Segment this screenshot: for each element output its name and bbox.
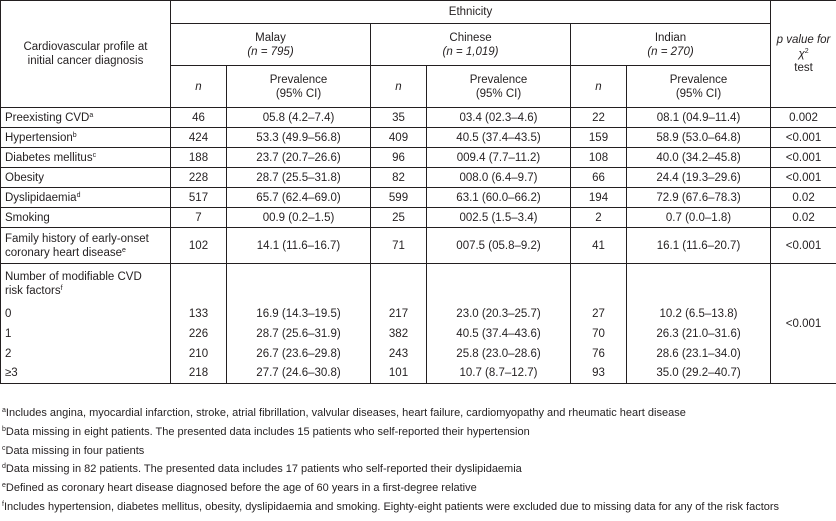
cell-prevalence: 009.4 (7.7–11.2) xyxy=(427,148,571,168)
row-label: Smoking xyxy=(1,208,171,228)
cell-prevalence: 72.9 (67.6–78.3) xyxy=(627,188,771,208)
row-label: ≥3 xyxy=(1,364,171,384)
cell-n: 70 xyxy=(571,324,627,344)
row-label: Hypertension$^b$ xyxy=(1,128,171,148)
cell-prevalence: 05.8 (4.2–7.4) xyxy=(227,108,371,128)
cell-p-value: 0.02 xyxy=(771,188,836,208)
cell-n: 517 xyxy=(171,188,227,208)
cell-n: 382 xyxy=(371,324,427,344)
cell-n: 188 xyxy=(171,148,227,168)
footnote: $^c$Data missing in four patients xyxy=(2,444,145,457)
table-header xyxy=(1,1,836,108)
cell-prevalence: 25.8 (23.0–28.6) xyxy=(427,344,571,364)
cell-n: 22 xyxy=(571,108,627,128)
profile-column-header: Cardiovascular profile at initial cancer diagnosis xyxy=(1,1,171,108)
cell-prevalence: 28.7 (25.5–31.8) xyxy=(227,168,371,188)
cell-prevalence: 23.0 (20.3–25.7) xyxy=(427,304,571,324)
row-label: Diabetes mellitus$^c$ xyxy=(1,148,171,168)
cell-prevalence: 27.7 (24.6–30.8) xyxy=(227,364,371,384)
cell-n: 25 xyxy=(371,208,427,228)
cell-n: 93 xyxy=(571,364,627,384)
cell-prevalence: 00.9 (0.2–1.5) xyxy=(227,208,371,228)
footnote: $^b$Data missing in eight patients. The presented data includes 15 patients who self-reported their hypertension xyxy=(2,425,530,438)
row-label: 2 xyxy=(1,344,171,364)
cell-n: 228 xyxy=(171,168,227,188)
cell-n: 66 xyxy=(571,168,627,188)
cell-n: 217 xyxy=(371,304,427,324)
cell-prevalence: 008.0 (6.4–9.7) xyxy=(427,168,571,188)
cell-n: 108 xyxy=(571,148,627,168)
cell-p-value: <0.001 xyxy=(771,228,836,264)
cell-n: 599 xyxy=(371,188,427,208)
footnote: $^f$Includes hypertension, diabetes mellitus, obesity, dyslipidaemia and smoking. Eighty-eight patients were excluded due to missing data for any of the risk factors xyxy=(2,500,780,513)
cell-prevalence: 40.5 (37.4–43.5) xyxy=(427,128,571,148)
row-label: 0 xyxy=(1,304,171,324)
cell-p-value: <0.001 xyxy=(771,128,836,148)
table-row xyxy=(1,208,836,228)
row-label: Dyslipidaemia$^d$ xyxy=(1,188,171,208)
table-footnotes xyxy=(2,403,834,516)
group-header-malay: Malay (n = 795) xyxy=(171,24,371,66)
cell-prevalence: 0.7 (0.0–1.8) xyxy=(627,208,771,228)
cell-n: 210 xyxy=(171,344,227,364)
cell-n: 71 xyxy=(371,228,427,264)
cell-n: 409 xyxy=(371,128,427,148)
cell-n: 96 xyxy=(371,148,427,168)
table-body xyxy=(1,108,836,384)
cell-prevalence: 10.2 (6.5–13.8) xyxy=(627,304,771,324)
cell-prevalence: 53.3 (49.9–56.8) xyxy=(227,128,371,148)
table-row xyxy=(1,304,836,324)
ethnicity-header: Ethnicity xyxy=(171,1,771,24)
cell-prevalence: 40.0 (34.2–45.8) xyxy=(627,148,771,168)
cell-prevalence: 14.1 (11.6–16.7) xyxy=(227,228,371,264)
cell-prevalence: 65.7 (62.4–69.0) xyxy=(227,188,371,208)
cell-p-value: <0.001 xyxy=(771,264,836,384)
table-row xyxy=(1,148,836,168)
cell-n: 82 xyxy=(371,168,427,188)
cell-prevalence: 16.1 (11.6–20.7) xyxy=(627,228,771,264)
cell-prevalence: 002.5 (1.5–3.4) xyxy=(427,208,571,228)
cell-prevalence: 40.5 (37.4–43.6) xyxy=(427,324,571,344)
table-row xyxy=(1,168,836,188)
prevalence-header-indian: Prevalence (95% CI) xyxy=(627,66,771,108)
cell-prevalence: 10.7 (8.7–12.7) xyxy=(427,364,571,384)
cell-n: 218 xyxy=(171,364,227,384)
cell-prevalence: 26.3 (21.0–31.6) xyxy=(627,324,771,344)
cell-prevalence: 08.1 (04.9–11.4) xyxy=(627,108,771,128)
cell-prevalence: 16.9 (14.3–19.5) xyxy=(227,304,371,324)
cell-n: 243 xyxy=(371,344,427,364)
prevalence-header-chinese: Prevalence (95% CI) xyxy=(427,66,571,108)
cell-prevalence: 23.7 (20.7–26.6) xyxy=(227,148,371,168)
table-row xyxy=(1,188,836,208)
row-label: Preexisting CVD$^a$ xyxy=(1,108,171,128)
table-row xyxy=(1,344,836,364)
cell-p-value: 0.002 xyxy=(771,108,836,128)
cell-n: 102 xyxy=(171,228,227,264)
p-value-header: p value for $\chi^2$ test xyxy=(771,1,836,108)
table-row-risk-factors-heading xyxy=(1,264,836,304)
n-header-chinese: n xyxy=(371,66,427,108)
prevalence-header-malay: Prevalence (95% CI) xyxy=(227,66,371,108)
cell-prevalence: 24.4 (19.3–29.6) xyxy=(627,168,771,188)
table-row-family-history xyxy=(1,228,836,264)
cell-n: 7 xyxy=(171,208,227,228)
cell-n: 101 xyxy=(371,364,427,384)
cell-prevalence: 26.7 (23.6–29.8) xyxy=(227,344,371,364)
n-header-malay: n xyxy=(171,66,227,108)
group-header-chinese: Chinese (n = 1,019) xyxy=(371,24,571,66)
row-label: Number of modifiable CVD risk factors$^f$ xyxy=(1,264,171,304)
cell-n: 41 xyxy=(571,228,627,264)
cell-n: 194 xyxy=(571,188,627,208)
cell-n: 226 xyxy=(171,324,227,344)
row-label: Obesity xyxy=(1,168,171,188)
group-header-indian: Indian (n = 270) xyxy=(571,24,771,66)
n-header-indian: n xyxy=(571,66,627,108)
table-row xyxy=(1,128,836,148)
cell-prevalence: 28.7 (25.6–31.9) xyxy=(227,324,371,344)
cell-p-value: <0.001 xyxy=(771,148,836,168)
cell-prevalence: 007.5 (05.8–9.2) xyxy=(427,228,571,264)
row-label: Family history of early-onset coronary heart disease$^e$ xyxy=(1,228,171,264)
cell-n: 159 xyxy=(571,128,627,148)
cell-n: 133 xyxy=(171,304,227,324)
cell-p-value: 0.02 xyxy=(771,208,836,228)
cell-n: 35 xyxy=(371,108,427,128)
cell-p-value: <0.001 xyxy=(771,168,836,188)
table-row xyxy=(1,324,836,344)
cell-n: 424 xyxy=(171,128,227,148)
footnote: $^e$Defined as coronary heart disease diagnosed before the age of 60 years in a first-degree relative xyxy=(2,482,477,495)
cell-prevalence: 58.9 (53.0–64.8) xyxy=(627,128,771,148)
cell-prevalence: 03.4 (02.3–4.6) xyxy=(427,108,571,128)
footnote: $^a$Includes angina, myocardial infarction, stroke, atrial fibrillation, valvular diseases, heart failure, cardiomyopathy and rheumatic heart disease xyxy=(2,407,686,419)
table-row xyxy=(1,108,836,128)
footnote: $^d$Data missing in 82 patients. The presented data includes 17 patients who self-reported their dyslipidaemia xyxy=(2,463,522,476)
cell-n: 2 xyxy=(571,208,627,228)
cell-n: 27 xyxy=(571,304,627,324)
row-label: 1 xyxy=(1,324,171,344)
table-row xyxy=(1,364,836,384)
cell-n: 76 xyxy=(571,344,627,364)
cell-prevalence: 28.6 (23.1–34.0) xyxy=(627,344,771,364)
cell-prevalence: 35.0 (29.2–40.7) xyxy=(627,364,771,384)
cell-prevalence: 63.1 (60.0–66.2) xyxy=(427,188,571,208)
cell-n: 46 xyxy=(171,108,227,128)
